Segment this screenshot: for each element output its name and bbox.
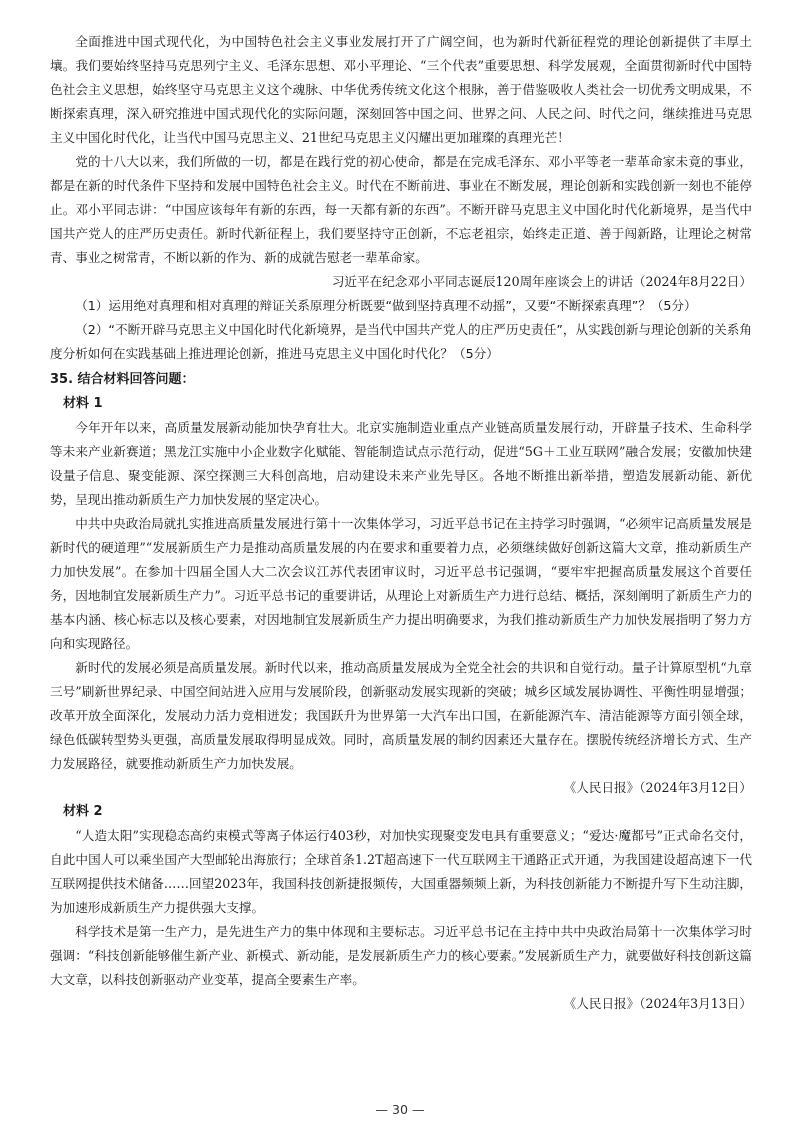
intro-paragraph-1: 全面推进中国式现代化，为中国特色社会主义事业发展打开了广阔空间，也为新时代新征程党的理论创新提供了丰厚土壤。我们要始终坚持马克思列宁主义、毛泽东思想、邓小平理论、“三个代表”重要思想、科学发展观，全面贯彻新时代中国特色社会主义思想，始终坚守马克思主义这个魂脉、中华优秀传统文化这个根脉，善于借鉴吸收人类社会一切优秀文明成果，不断探索真理，深入研究推进中国式现代化的实际问题，深刻回答中国之问、世界之问、人民之问、时代之问，继续推进马克思主义中国化时代化，让当代中国马克思主义、21世纪马克思主义闪耀出更加璀璨的真理光芒！ [50,34,752,145]
material-1-paragraph-2: 中共中央政治局就扎实推进高质量发展进行第十一次集体学习，习近平总书记在主持学习时强调，“必须牢记高质量发展是新时代的硬道理”“发展新质生产力是推动高质量发展的内在要求和重要着力点，必须继续做好创新这篇大文章，推动新质生产力加快发展”。在参加十四届全国人大二次会议江苏代表团审议时，习近平总书记强调，“要牢牢把握高质量发展这个首要任务，因地制宜发展新质生产力”。习近平总书记的重要讲话，从理论上对新质生产力进行总结、概括，深刻阐明了新质生产力的基本内涵、核心标志以及核心要素，对因地制宜发展新质生产力提出明确要求，为我们推动新质生产力加快发展指明了努力方向和实现路径。 [50,516,752,651]
material-1-title: 材料 1 [63,396,103,411]
intro-source: 习近平在纪念邓小平同志诞辰120周年座谈会上的讲话（2024年8月22日） [331,274,752,289]
material-2-paragraph-1: “人造太阳”实现稳态高约束模式等离子体运行403秒，对加快实现聚变发电具有重要意义；“爱达·魔都号”正式命名交付，自此中国人可以乘坐国产大型邮轮出海旅行；全球首条1.2T超高速下一代互联网主干通路正式开通，为我国建设超高速下一代互联网提供技术储备……回望2023年，我国科技创新捷报频传，大国重器频频上新，为科技创新能力不断提升写下生动注脚，为加速形成新质生产力提供强大支撑。 [50,828,752,915]
material-2-paragraph-2: 科学技术是第一生产力，是先进生产力的集中体现和主要标志。习近平总书记在主持中共中央政治局第十一次集体学习时强调：“科技创新能够催生新产业、新模式、新动能，是发展新质生产力的核心要素。”发展新质生产力，就要做好科技创新这篇大文章，以科技创新驱动产业变革，提高全要素生产率。 [50,924,752,987]
material-1-paragraph-1: 今年开年以来，高质量发展新动能加快孕育壮大。北京实施制造业重点产业链高质量发展行动，开辟量子技术、生命科学等未来产业新赛道；黑龙江实施中小企业数字化赋能、智能制造试点示范行动，促进“5G＋工业互联网”融合发展；安徽加快建设量子信息、聚变能源、深空探测三大科创高地，启动建设未来产业先导区。各地不断推出新举措，塑造发展新动能、新优势，呈现出推动新质生产力加快发展的坚定决心。 [50,420,752,507]
material-2-title: 材料 2 [63,804,103,819]
question-2: （2）“不断开辟马克思主义中国化时代化新境界，是当代中国共产党人的庄严历史责任”，从实践创新与理论创新的关系角度分析如何在实践基础上推进理论创新，推进马克思主义中国化时代化？（5分） [50,322,752,361]
question-1: （1）运用绝对真理和相对真理的辩证关系原理分析既要“做到坚持真理不动摇”，又要“不断探索真理”？（5分） [75,298,697,313]
material-2-source: 《人民日报》（2024年3月13日） [563,996,752,1011]
intro-paragraph-2: 党的十八大以来，我们所做的一切，都是在践行党的初心使命，都是在完成毛泽东、邓小平等老一辈革命家未竟的事业，都是在新的时代条件下坚持和发展中国特色社会主义。时代在不断前进、事业在不断发展，理论创新和实践创新一刻也不能停止。邓小平同志讲：“中国应该每年有新的东西，每一天都有新的东西”。不断开辟马克思主义中国化时代化新境界，是当代中国共产党人的庄严历史责任。新时代新征程上，我们要坚持守正创新，不忘老祖宗，始终走正道、善于闯新路，让理论之树常青、事业之树常青，不断以新的作为、新的成就告慰老一辈革命家。 [50,154,752,265]
material-1-source: 《人民日报》（2024年3月12日） [563,780,752,795]
question-35-heading: 35. 结合材料回答问题： [50,372,195,387]
page-number: — 30 — [375,1102,425,1117]
material-1-paragraph-3: 新时代的发展必须是高质量发展。新时代以来，推动高质量发展成为全党全社会的共识和自觉行动。量子计算原型机“九章三号”刷新世界纪录、中国空间站进入应用与发展阶段，创新驱动发展实现新的突破；城乡区域发展协调性、平衡性明显增强；改革开放全面深化，发展动力活力竞相迸发；我国跃升为世界第一大汽车出口国，在新能源汽车、清洁能源等方面引领全球，绿色低碳转型势头更强，高质量发展取得明显成效。同时，高质量发展的制约因素还大量存在。摆脱传统经济增长方式、生产力发展路径，就要推动新质生产力加快发展。 [50,660,752,771]
